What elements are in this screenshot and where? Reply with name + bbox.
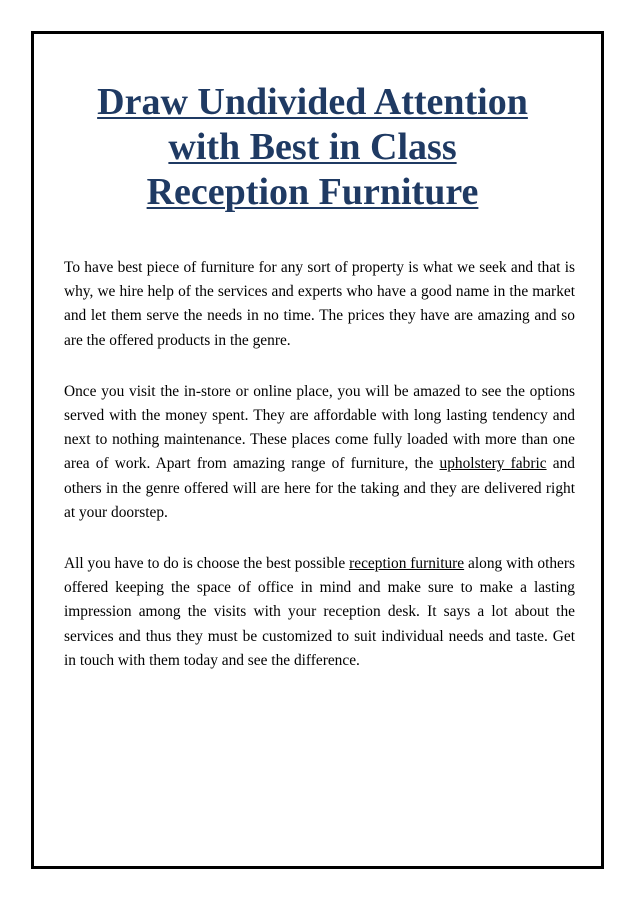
paragraph-3-text-before: All you have to do is choose the best possible [64, 555, 350, 573]
article-body [64, 256, 575, 700]
paragraph-3 [64, 552, 575, 673]
page-title [40, 80, 585, 215]
paragraph-1-text: To have best piece of furniture for any sort of property is what we seek and that is why, we hire help of the services and experts who have a good name in the market and let them serve the needs in no time. The prices they have are amazing and so are the offered products in the genre. [64, 259, 575, 349]
reception-furniture-link[interactable]: reception furniture [349, 555, 465, 573]
paragraph-2-text-before: Once you visit the in-store or online place, you will be amazed to see the options served with the money spent. They are affordable with long lasting tendency and next to nothing maintenance. These places come fully loaded with more than one area of work. Apart from amazing range of furniture, the [64, 382, 575, 473]
paragraph-1 [64, 256, 575, 353]
title-line-1: Draw Undivided Attention [97, 81, 528, 123]
paragraph-2 [64, 380, 575, 525]
title-line-2: with Best in Class [168, 126, 457, 168]
upholstery-fabric-link[interactable]: upholstery fabric [439, 455, 547, 473]
paragraph-3-text-after: along with others offered keeping the space of office in mind and make sure to make a lasting impression among the visits with your reception desk. It says a lot about the services and thus they must be customized to suit individual needs and taste. Get in touch with them today and see the difference. [64, 555, 575, 669]
title-line-3: Reception Furniture [146, 171, 479, 213]
paragraph-2-text-after: and others in the genre offered will are here for the taking and they are delivered right at your doorstep. [64, 455, 575, 521]
